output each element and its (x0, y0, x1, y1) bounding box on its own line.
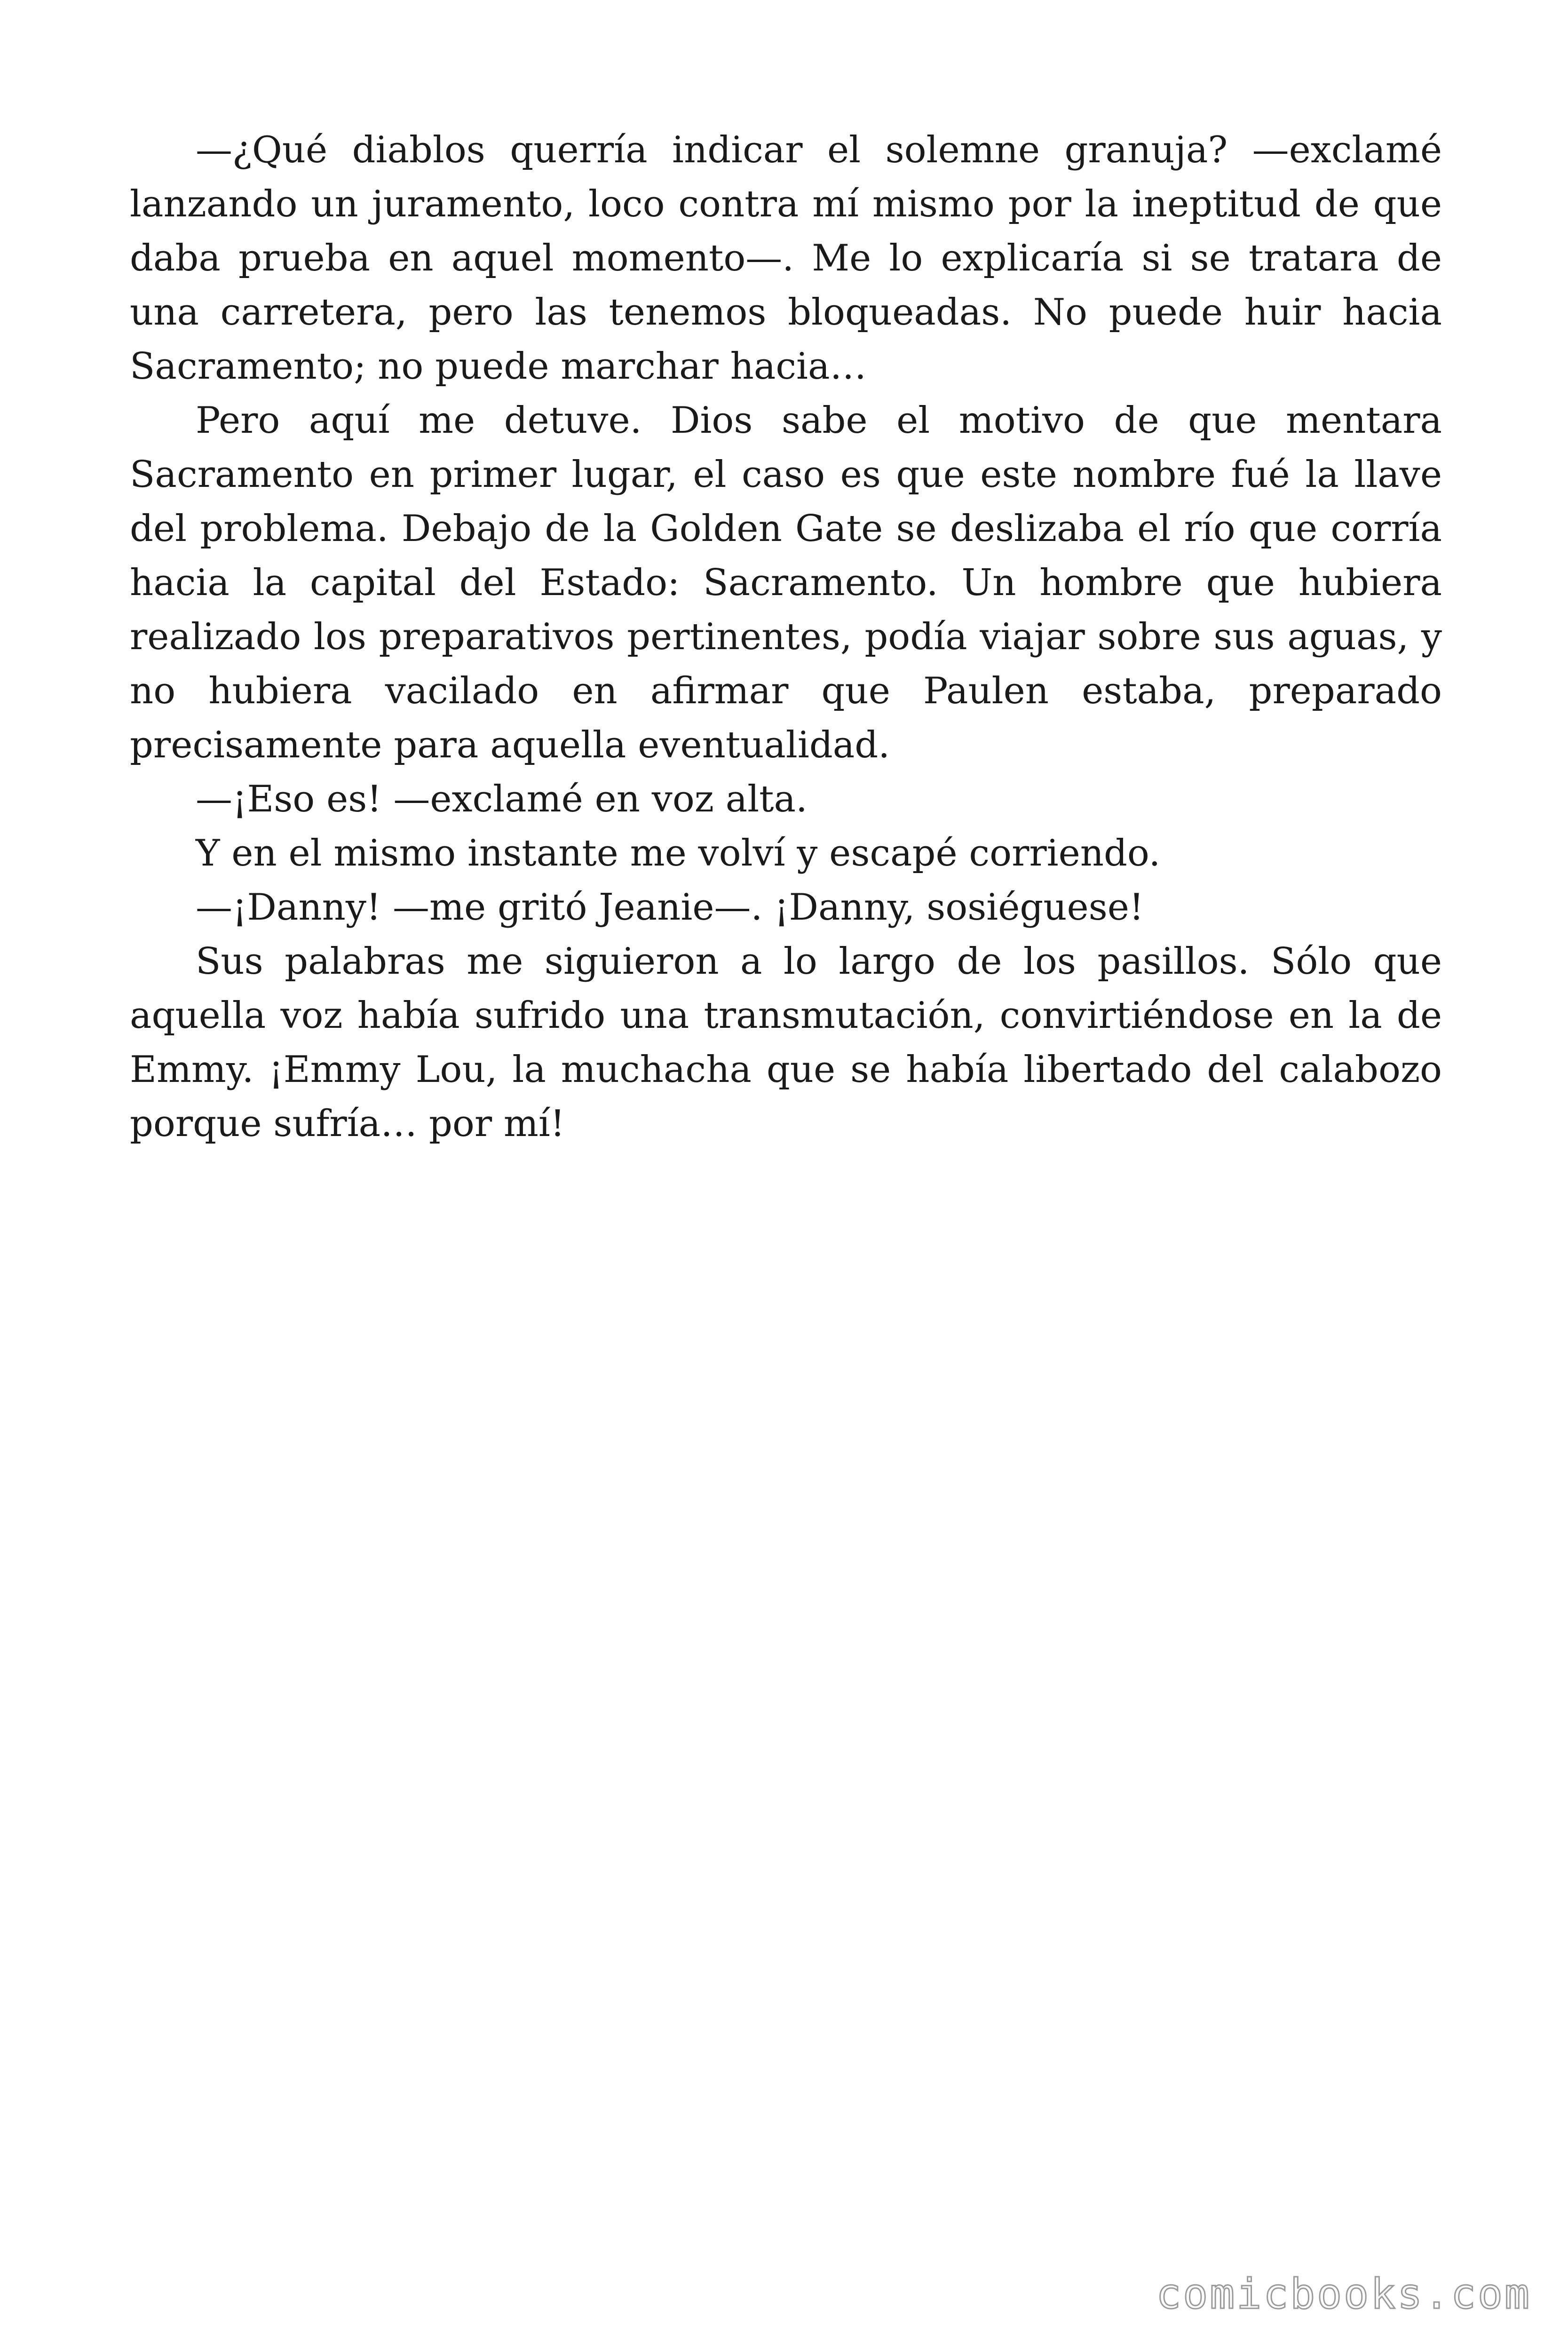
paragraph-1: —¿Qué diablos querría indicar el solemne granuja? —exclamé lanzando un juramento, loco contra mí mismo por la ineptitud de que daba prueba en aquel momento—. Me lo explicaría si se tratara de una carretera, pero las tenemos bloqueadas. No puede huir hacia Sacramento; no puede marchar hacia… (130, 129, 1442, 388)
paragraph-2: Pero aquí me detuve. Dios sabe el motivo de que mentara Sacramento en primer lugar, el caso es que este nombre fué la llave del problema. Debajo de la Golden Gate se deslizaba el río que corría hacia la capital del Estado: Sacramento. Un hombre que hubiera realizado los preparativos pertinentes, podía viajar sobre sus aguas, y no hubiera vacilado en afirmar que Paulen estaba, preparado precisamente para aquella eventualidad. (130, 399, 1442, 766)
paragraph-5: —¡Danny! —me gritó Jeanie—. ¡Danny, sosiéguese! (196, 886, 1144, 929)
watermark: comicbooks.com (1156, 2270, 1531, 2318)
paragraph-4: Y en el mismo instante me volví y escapé corriendo. (196, 832, 1161, 874)
paragraph-3: —¡Eso es! —exclamé en voz alta. (196, 778, 808, 820)
body-text (130, 123, 1442, 1151)
paragraph-6: Sus palabras me siguieron a lo largo de los pasillos. Sólo que aquella voz había sufrido una transmutación, convirtiéndose en la de Emmy. ¡Emmy Lou, la muchacha que se había libertado del calabozo porque sufría… por mí! (130, 940, 1442, 1145)
